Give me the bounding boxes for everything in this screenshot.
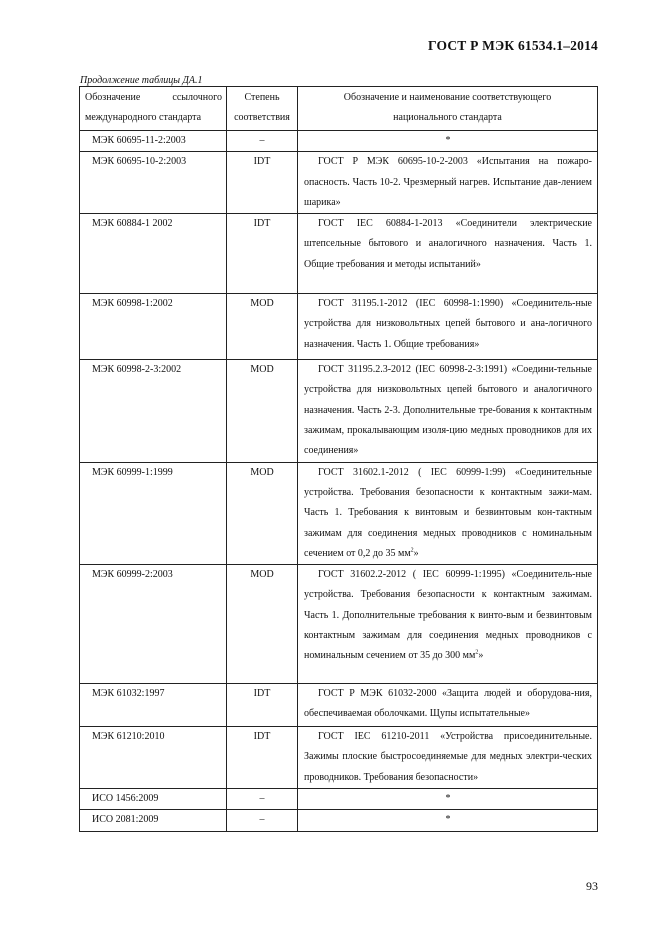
- degree-cell: IDT: [227, 214, 298, 294]
- document-title: ГОСТ Р МЭК 61534.1–2014: [428, 38, 598, 53]
- degree-cell: MOD: [227, 565, 298, 684]
- degree-cell: –: [227, 810, 298, 831]
- table-row: [80, 684, 598, 727]
- national-cell: ГОСТ Р МЭК 60695-10-2-2003 «Испытания на пожаро-опасность. Часть 10-2. Чрезмерный нагрев. Испытание дав-лением шарика»: [298, 152, 598, 214]
- ref-cell: МЭК 60998-1:2002: [80, 294, 227, 360]
- table-row: [80, 462, 598, 564]
- national-cell: ГОСТ 31195.2.3-2012 (IEC 60998-2-3:1991) «Соедини-тельные устройства для низковольтных цепей бытового и аналогичного назначения. Часть 2-3. Дополнительные тре-бования к контактным зажимам, прокалывающим изоля-цию медных проводников для их соединения»: [298, 360, 598, 462]
- table-caption: Продолжение таблицы ДА.1: [80, 75, 203, 86]
- national-cell: ГОСТ Р МЭК 61032-2000 «Защита людей и оборудова-ния, обеспечиваемая оболочками. Щупы испытательные»: [298, 684, 598, 727]
- header-national-standard: Обозначение и наименование соответствующего национального стандарта: [298, 87, 598, 131]
- ref-cell: МЭК 60695-11-2:2003: [80, 131, 227, 152]
- degree-cell: –: [227, 131, 298, 152]
- header-reference-standard: Обозначение ссылочного международного стандарта: [80, 87, 227, 131]
- table-row: [80, 727, 598, 789]
- national-cell: ГОСТ 31602.1-2012 ( IEC 60999-1:99) «Соединительные устройства. Требования безопасности к контактным зажи-мам. Часть 1. Требования к винтовым и безвинтовым кон-тактным зажимам для соединения медных проводников с номинальным сечением от 0,2 до 35 $мм^2$»: [298, 462, 598, 564]
- degree-cell: IDT: [227, 152, 298, 214]
- table-row: [80, 360, 598, 462]
- ref-cell: МЭК 61032:1997: [80, 684, 227, 727]
- page-number: 93: [586, 879, 598, 893]
- degree-cell: MOD: [227, 360, 298, 462]
- national-cell: *: [298, 131, 598, 152]
- national-cell: ГОСТ IEC 60884-1-2013 «Соединители электрические штепсельные бытового и аналогичного назначения. Часть 1. Общие требования и методы испытаний»: [298, 214, 598, 294]
- degree-cell: IDT: [227, 684, 298, 727]
- ref-cell: МЭК 60998-2-3:2002: [80, 360, 227, 462]
- table-row: [80, 810, 598, 831]
- degree-cell: MOD: [227, 294, 298, 360]
- degree-cell: IDT: [227, 727, 298, 789]
- table-row: [80, 565, 598, 684]
- table-row: [80, 294, 598, 360]
- standards-table: [79, 86, 598, 832]
- national-cell: *: [298, 789, 598, 810]
- national-cell: ГОСТ 31602.2-2012 ( IEC 60999-1:1995) «Соединитель-ные устройства. Требования безопасности к контактным зажимам. Часть 1. Дополнительные требования к винто-вым и безвинтовым контактным зажимам для соединения медных проводников с номинальным сечением от 35 до 300 $мм^2$»: [298, 565, 598, 684]
- table-row: [80, 214, 598, 294]
- national-cell: *: [298, 810, 598, 831]
- ref-cell: МЭК 60999-2:2003: [80, 565, 227, 684]
- ref-cell: МЭК 60884-1 2002: [80, 214, 227, 294]
- table-row: [80, 152, 598, 214]
- table-header-row: [80, 87, 598, 131]
- ref-cell: ИСО 2081:2009: [80, 810, 227, 831]
- table-row: [80, 131, 598, 152]
- ref-cell: ИСО 1456:2009: [80, 789, 227, 810]
- degree-cell: –: [227, 789, 298, 810]
- degree-cell: MOD: [227, 462, 298, 564]
- header-degree: Степень соответствия: [227, 87, 298, 131]
- ref-cell: МЭК 61210:2010: [80, 727, 227, 789]
- table-row: [80, 789, 598, 810]
- national-cell: ГОСТ 31195.1-2012 (IEC 60998-1:1990) «Соединитель-ные устройства для низковольтных цепей бытового и ана-логичного назначения. Часть 1. Общие требования»: [298, 294, 598, 360]
- ref-cell: МЭК 60999-1:1999: [80, 462, 227, 564]
- national-cell: ГОСТ IEC 61210-2011 «Устройства присоединительные. Зажимы плоские быстросоединяемые для медных электри-ческих проводников. Требования безопасности»: [298, 727, 598, 789]
- ref-cell: МЭК 60695-10-2:2003: [80, 152, 227, 214]
